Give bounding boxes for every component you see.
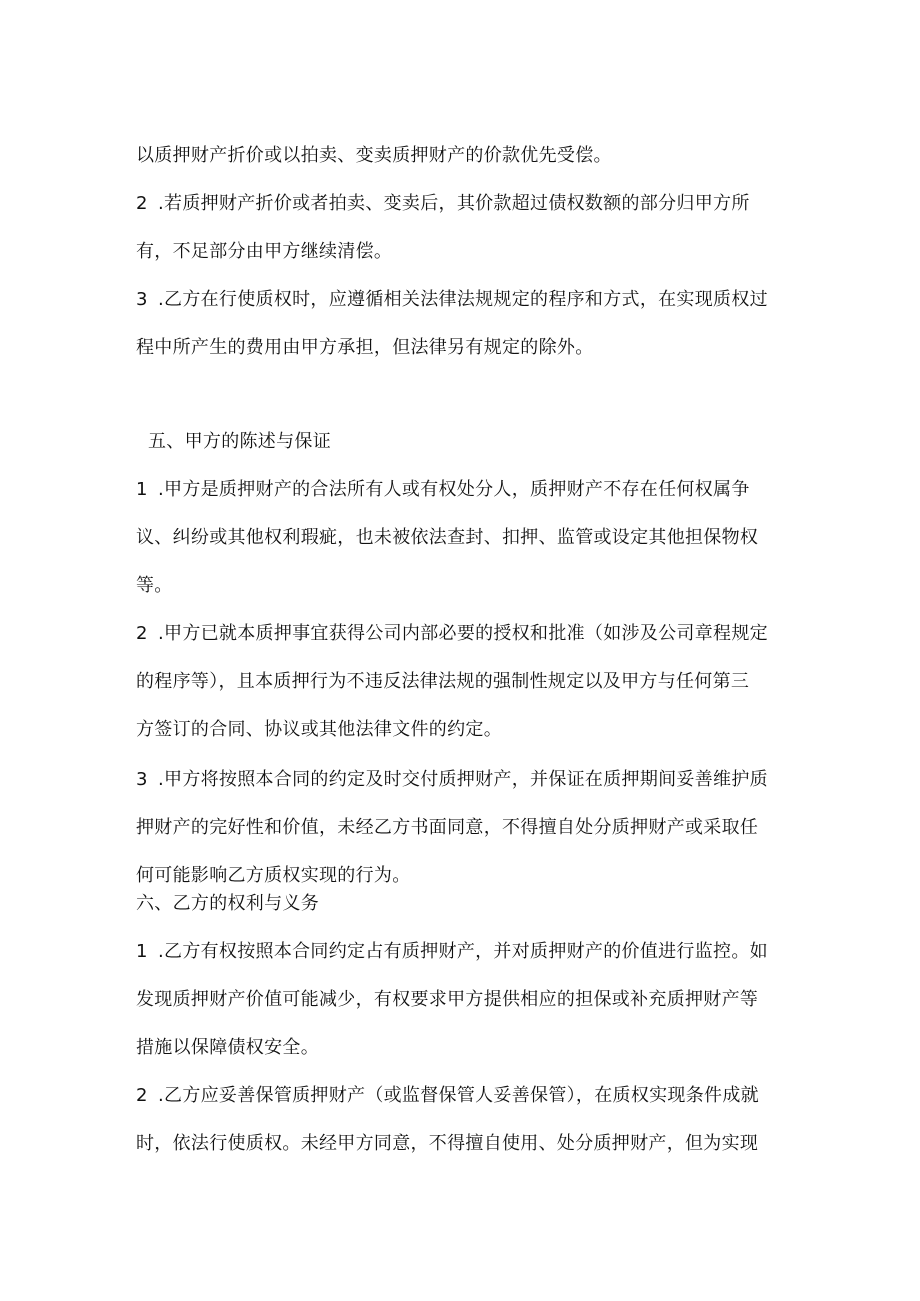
text: .乙方在行使质权时，应遵循相关法律法规规定的程序和方式，在实现质权过 bbox=[158, 289, 768, 310]
clause-3-line-2 bbox=[136, 336, 786, 360]
heading-text: 六、乙方的权利与义务 bbox=[136, 893, 319, 914]
text: 方签订的合同、协议或其他法律文件的约定。 bbox=[136, 719, 502, 740]
s5-clause-3-line-1 bbox=[136, 768, 786, 792]
paragraph-line bbox=[136, 144, 786, 168]
text: .乙方有权按照本合同约定占有质押财产，并对质押财产的价值进行监控。如 bbox=[158, 941, 768, 962]
text: .甲方是质押财产的合法所有人或有权处分人，质押财产不存在任何权属争 bbox=[158, 479, 750, 500]
section-6-heading bbox=[136, 892, 786, 916]
s5-clause-2-line-2 bbox=[136, 670, 786, 694]
text: .甲方已就本质押事宜获得公司内部必要的授权和批准（如涉及公司章程规定 bbox=[158, 623, 768, 644]
text: .乙方应妥善保管质押财产（或监督保管人妥善保管），在质权实现条件成就 bbox=[158, 1085, 759, 1106]
clause-number: 2 bbox=[136, 623, 148, 644]
text: 程中所产生的费用由甲方承担，但法律另有规定的除外。 bbox=[136, 337, 594, 358]
clause-2-line-2 bbox=[136, 240, 786, 264]
text: 发现质押财产价值可能减少，有权要求甲方提供相应的担保或补充质押财产等 bbox=[136, 989, 759, 1010]
clause-3-line-1 bbox=[136, 288, 786, 312]
clause-number: 1 bbox=[136, 941, 148, 962]
text: 以质押财产折价或以拍卖、变卖质押财产的价款优先受偿。 bbox=[136, 145, 612, 166]
text: .若质押财产折价或者拍卖、变卖后，其价款超过债权数额的部分归甲方所 bbox=[158, 193, 750, 214]
s5-clause-2-line-1 bbox=[136, 622, 786, 646]
s6-clause-2-line-1 bbox=[136, 1084, 786, 1108]
section-5-heading bbox=[148, 430, 798, 454]
heading-text: 五、甲方的陈述与保证 bbox=[148, 431, 331, 452]
s6-clause-2-line-2 bbox=[136, 1132, 786, 1156]
s5-clause-1-line-1 bbox=[136, 478, 786, 502]
s6-clause-1-line-3 bbox=[136, 1036, 786, 1060]
clause-number: 3 bbox=[136, 769, 148, 790]
text: 的程序等），且本质押行为不违反法律法规的强制性规定以及甲方与任何第三 bbox=[136, 671, 750, 692]
clause-2-line-1 bbox=[136, 192, 786, 216]
s5-clause-3-line-2 bbox=[136, 816, 786, 840]
s5-clause-1-line-2 bbox=[136, 526, 786, 550]
s6-clause-1-line-1 bbox=[136, 940, 786, 964]
text: 等。 bbox=[136, 575, 173, 596]
s6-clause-1-line-2 bbox=[136, 988, 786, 1012]
clause-number: 2 bbox=[136, 1085, 148, 1106]
text: 押财产的完好性和价值，未经乙方书面同意，不得擅自处分质押财产或采取任 bbox=[136, 817, 759, 838]
text: 措施以保障债权安全。 bbox=[136, 1037, 319, 1058]
text: 有，不足部分由甲方继续清偿。 bbox=[136, 241, 393, 262]
s5-clause-1-line-3 bbox=[136, 574, 786, 598]
text: .甲方将按照本合同的约定及时交付质押财产，并保证在质押期间妥善维护质 bbox=[158, 769, 768, 790]
text: 时，依法行使质权。未经甲方同意，不得擅自使用、处分质押财产，但为实现 bbox=[136, 1133, 759, 1154]
s5-clause-3-line-3 bbox=[136, 864, 786, 888]
clause-number: 1 bbox=[136, 479, 148, 500]
s5-clause-2-line-3 bbox=[136, 718, 786, 742]
clause-number: 2 bbox=[136, 193, 148, 214]
text: 议、纠纷或其他权利瑕疵，也未被依法查封、扣押、监管或设定其他担保物权 bbox=[136, 527, 759, 548]
clause-number: 3 bbox=[136, 289, 148, 310]
text: 何可能影响乙方质权实现的行为。 bbox=[136, 865, 411, 886]
